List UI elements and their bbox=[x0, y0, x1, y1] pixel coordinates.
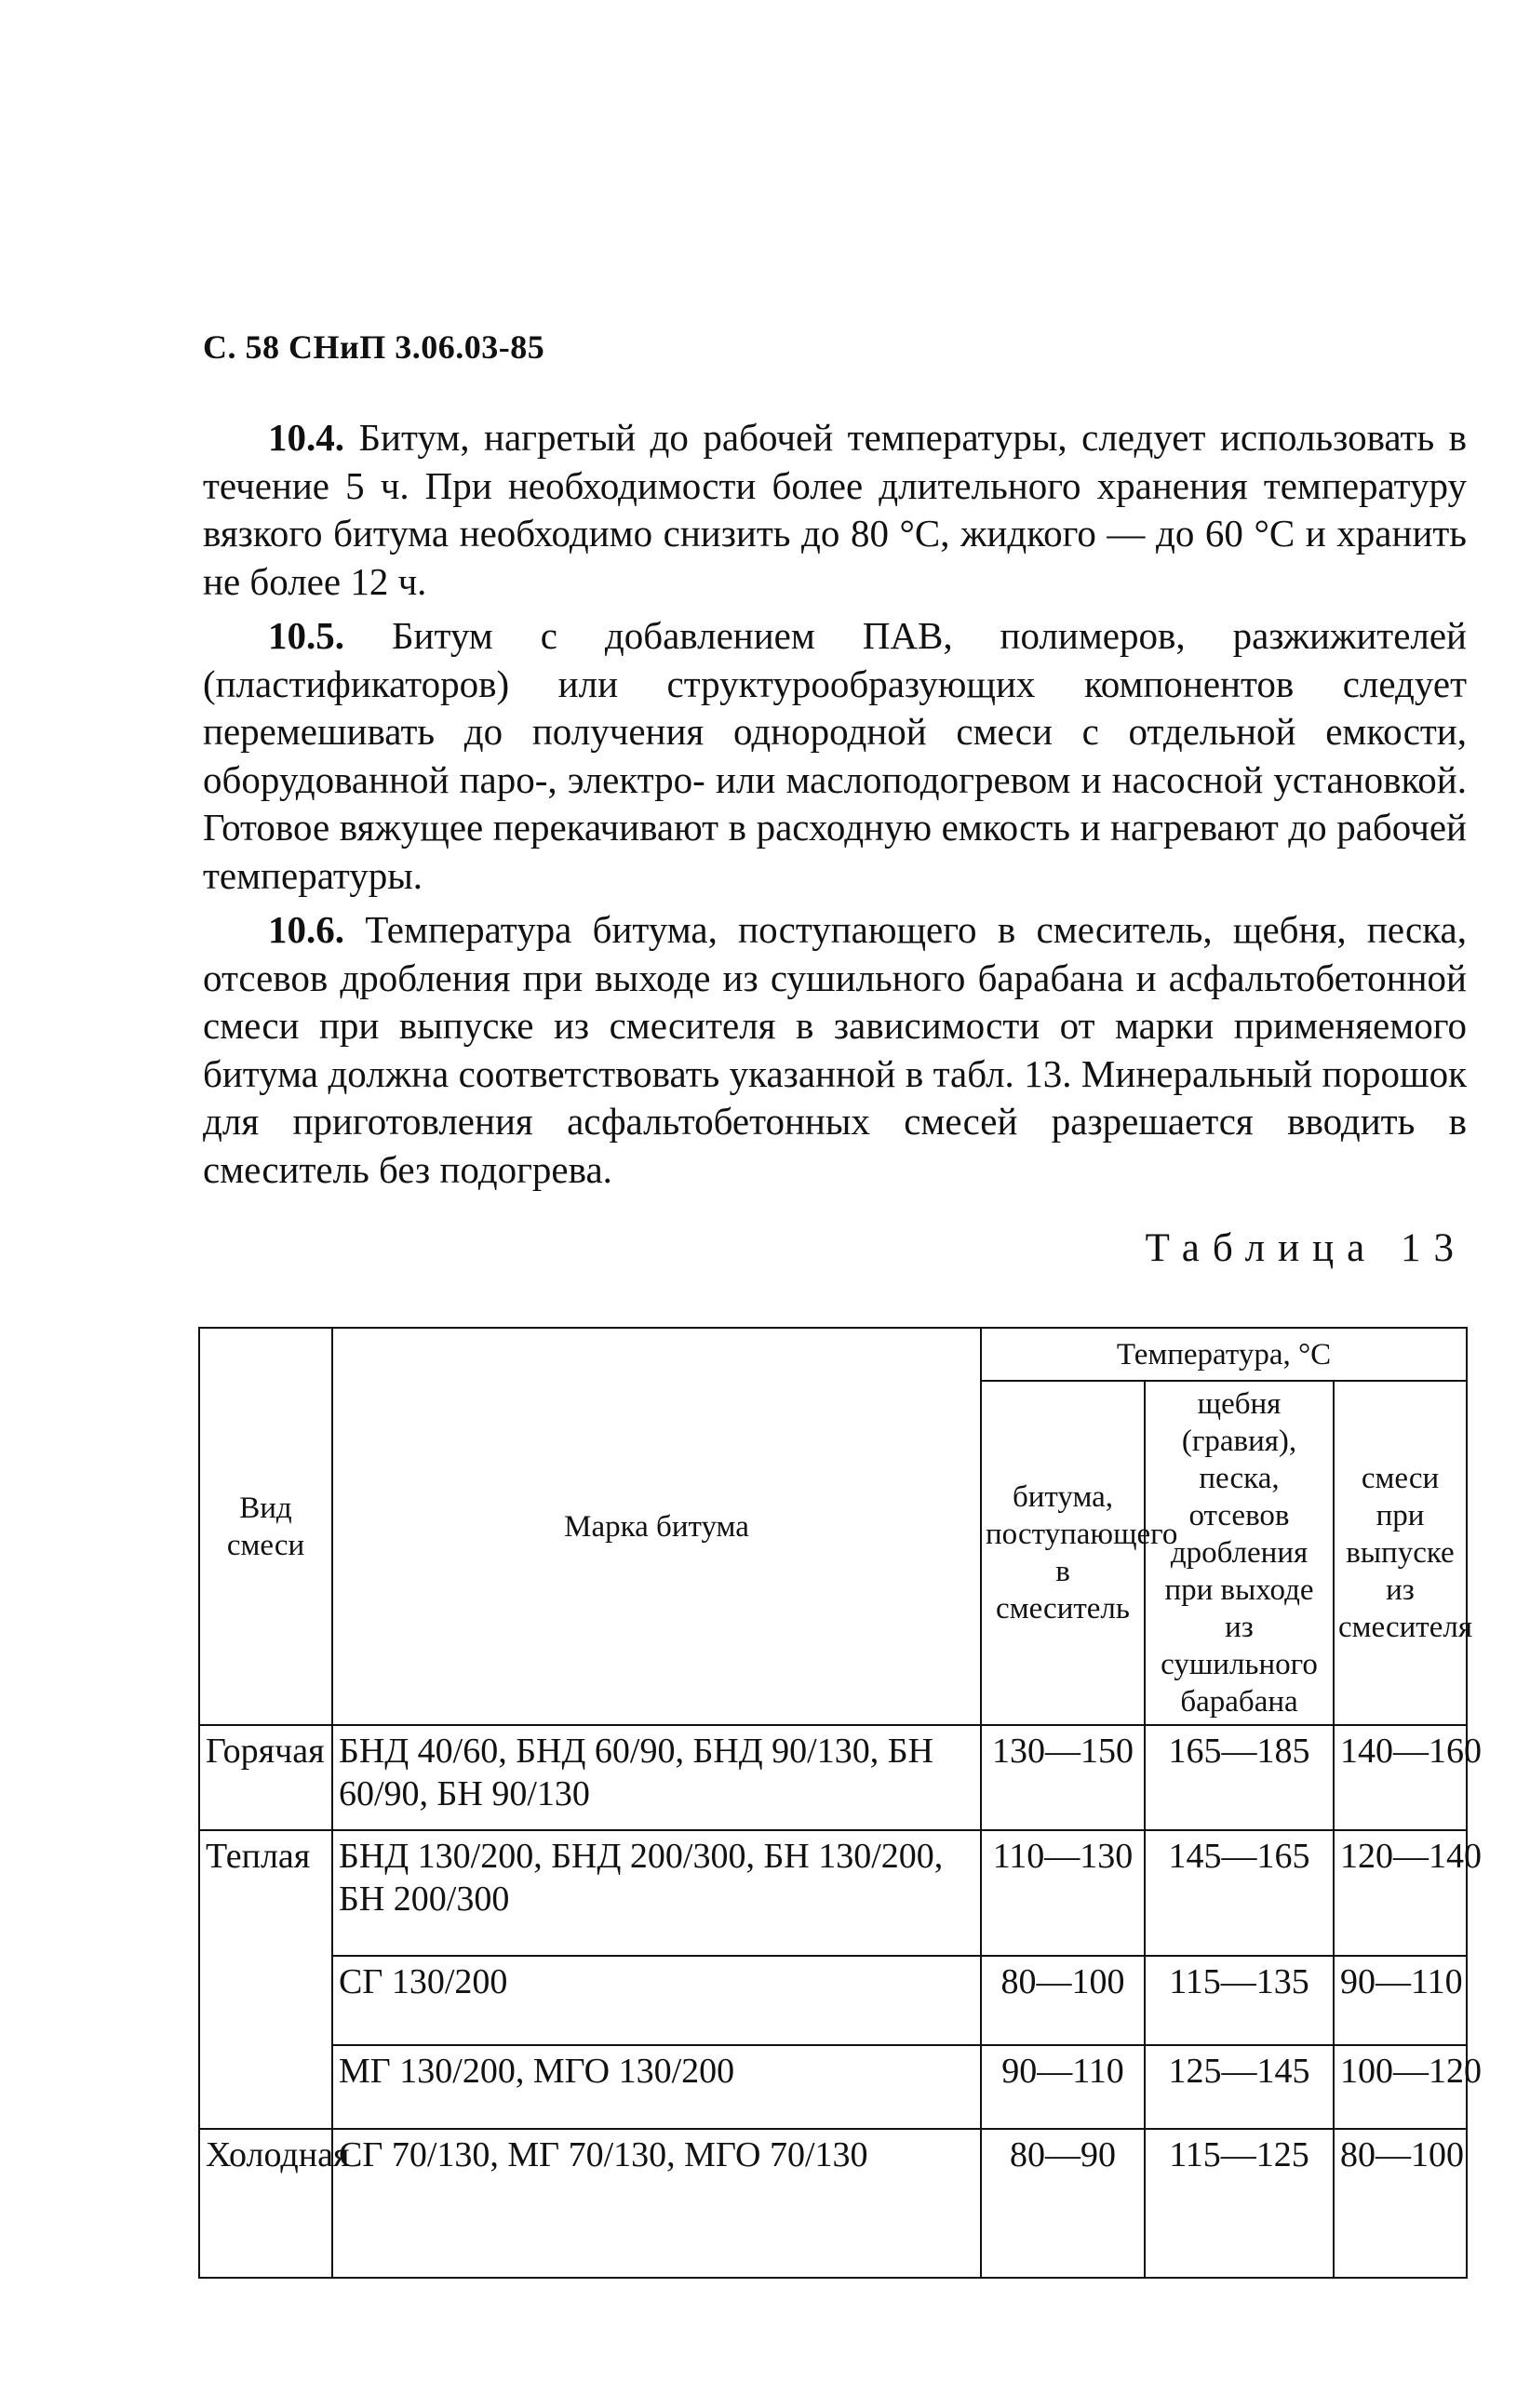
cell-bitumen: 90—110 bbox=[981, 2045, 1145, 2129]
cell-mix: 120—140 bbox=[1334, 1830, 1467, 1956]
header-row bbox=[199, 1328, 1467, 1381]
cell-bitumen: 110—130 bbox=[981, 1830, 1145, 1956]
cell-grade: БНД 130/200, БНД 200/300, БН 130/200, БН 200/300 bbox=[332, 1830, 981, 1956]
cell-bitumen: 80—100 bbox=[981, 1956, 1145, 2045]
paragraph-10-6 bbox=[203, 906, 1467, 1194]
table-row bbox=[199, 1830, 1467, 1956]
header-grade: Марка битума bbox=[332, 1328, 981, 1725]
paragraph-text: Битум с добавлением ПАВ, полимеров, разжижителей (пластификаторов) или структурообразующих компонентов следует перемешивать до получения однородной смеси с отдельной емкости, оборудованной паро-, электро- или маслоподогревом и насосной установкой. Готовое вяжущее перекачивают в расходную емкость и нагревают до рабочей температуры. bbox=[203, 614, 1467, 897]
cell-aggregate: 165—185 bbox=[1145, 1725, 1334, 1830]
cell-mix: 80—100 bbox=[1334, 2129, 1467, 2278]
cell-mix: 140—160 bbox=[1334, 1725, 1467, 1830]
table-row bbox=[199, 1725, 1467, 1830]
cell-mix: 90—110 bbox=[1334, 1956, 1467, 2045]
paragraph-10-5 bbox=[203, 612, 1467, 900]
cell-bitumen: 80—90 bbox=[981, 2129, 1145, 2278]
table-row bbox=[199, 2129, 1467, 2278]
paragraph-number: 10.5. bbox=[268, 614, 344, 657]
cell-mix: 100—120 bbox=[1334, 2045, 1467, 2129]
table-row bbox=[199, 1956, 1467, 2045]
paragraph-number: 10.6. bbox=[268, 908, 344, 951]
table-row bbox=[199, 2045, 1467, 2129]
header-kind: Вид смеси bbox=[199, 1328, 332, 1725]
cell-aggregate: 115—135 bbox=[1145, 1956, 1334, 2045]
paragraph-number: 10.4. bbox=[268, 416, 344, 459]
cell-aggregate: 125—145 bbox=[1145, 2045, 1334, 2129]
cell-grade: СГ 130/200 bbox=[332, 1956, 981, 2045]
header-bitumen: битума, поступающего в смеситель bbox=[981, 1381, 1145, 1725]
paragraph-10-4 bbox=[203, 414, 1467, 606]
page-header: С. 58 СНиП 3.06.03-85 bbox=[203, 328, 545, 366]
header-mix: смеси при выпуске из смесителя bbox=[1334, 1381, 1467, 1725]
paragraph-text: Битум, нагретый до рабочей температуры, следует использовать в течение 5 ч. При необходимости более длительного хранения температуру вязкого битума необходимо снизить до 80 °С, жидкого — до 60 °С и хранить не более 12 ч. bbox=[203, 416, 1467, 603]
paragraph-text: Температура битума, поступающего в смеситель, щебня, песка, отсевов дробления при выходе из сушильного барабана и асфальтобетонной смеси при выпуске из смесителя в зависимости от марки применяемого битума должна соответствовать указанной в табл. 13. Минеральный порошок для приготовления асфальтобетонных смесей разрешается вводить в смеситель без подогрева. bbox=[203, 908, 1467, 1191]
temperature-table bbox=[198, 1327, 1482, 2279]
cell-grade: СГ 70/130, МГ 70/130, МГО 70/130 bbox=[332, 2129, 981, 2278]
cell-grade: МГ 130/200, МГО 130/200 bbox=[332, 2045, 981, 2129]
cell-kind: Теплая bbox=[199, 1830, 332, 2129]
cell-aggregate: 145—165 bbox=[1145, 1830, 1334, 1956]
table-caption: Таблица 13 bbox=[1145, 1226, 1467, 1270]
cell-grade: БНД 40/60, БНД 60/90, БНД 90/130, БН 60/90, БН 90/130 bbox=[332, 1725, 981, 1830]
cell-bitumen: 130—150 bbox=[981, 1725, 1145, 1830]
header-temperature: Температура, °С bbox=[981, 1328, 1467, 1381]
header-aggregate: щебня (гравия), песка, отсевов дробления при выходе из сушильного барабана bbox=[1145, 1381, 1334, 1725]
cell-kind: Горячая bbox=[199, 1725, 332, 1830]
cell-aggregate: 115—125 bbox=[1145, 2129, 1334, 2278]
body-text bbox=[203, 414, 1467, 1200]
cell-kind: Холодная bbox=[199, 2129, 332, 2278]
